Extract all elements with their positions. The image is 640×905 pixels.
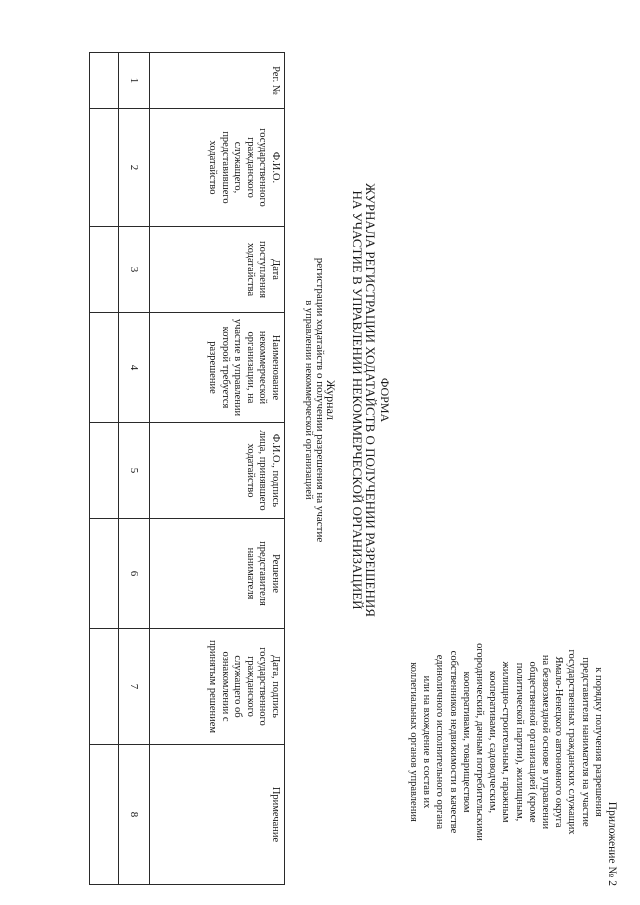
appendix-label: Приложение № 2: [606, 801, 618, 886]
appendix-line: жилищно-строительным, гаражным: [500, 661, 512, 823]
column-header-employee-name: Ф.И.О. государственного гражданского служащего, представившего ходатайство: [150, 109, 285, 227]
column-header-organization-name: Наименование некоммерческой организации, на участие в управлении которой требуется разрешение: [150, 313, 285, 423]
column-number: 7: [119, 629, 150, 745]
document-title-line1: ЖУРНАЛА РЕГИСТРАЦИИ ХОДАТАЙСТВ О ПОЛУЧЕНИИ РАЗРЕШЕНИЯ: [363, 183, 378, 617]
column-header-receipt-date: Дата поступления ходатайства: [150, 227, 285, 313]
table-cell: [90, 227, 119, 313]
column-number: 4: [119, 313, 150, 423]
column-header-receiver-name: Ф.И.О., подпись лица, принявшего ходатайство: [150, 423, 285, 519]
appendix-line: общественной организацией (кроме: [526, 661, 538, 823]
column-number: 8: [119, 745, 150, 885]
appendix-line: к порядку получения разрешения: [592, 667, 604, 817]
column-number-row: [119, 53, 150, 885]
appendix-line: огороднический, дачным потребительскими: [473, 643, 485, 841]
column-header-acknowledgement: Дата, подпись государственного гражданского служащего об ознакомлении с принятым решением: [150, 629, 285, 745]
journal-heading: Журнал: [324, 379, 338, 420]
table-cell: [90, 629, 119, 745]
appendix-line: кооперативами, товариществом: [460, 671, 472, 813]
table-cell: [90, 109, 119, 227]
table-cell: [90, 313, 119, 423]
column-header-reg-number: Рег. №: [150, 53, 285, 109]
column-number: 5: [119, 423, 150, 519]
appendix-line: государственных гражданских служащих: [566, 649, 578, 835]
appendix-block: [407, 592, 618, 892]
journal-subtitle-line1: регистрации ходатайств о получении разрешения на участие: [314, 257, 326, 543]
column-number: 1: [119, 53, 150, 109]
header-row: [150, 53, 285, 885]
journal-subtitle-line2: в управлении некоммерческой организацией: [303, 300, 314, 500]
column-number: 3: [119, 227, 150, 313]
form-heading: ФОРМА: [378, 377, 392, 423]
column-number: 2: [119, 109, 150, 227]
table-row: [90, 53, 119, 885]
appendix-line: кооперативами, садоводческим,: [487, 670, 499, 814]
appendix-line: коллегиальных органов управления: [407, 662, 419, 822]
appendix-line: представителя нанимателя на участие: [579, 657, 591, 827]
appendix-line: собственников недвижимости в качестве: [447, 650, 459, 834]
table-cell: [90, 745, 119, 885]
appendix-line: Ямало-Ненецкого автономного округа: [553, 656, 565, 828]
appendix-line: на безвозмездной основе в управлении: [539, 654, 551, 830]
column-header-employer-decision: Решение представителя нанимателя: [150, 519, 285, 629]
column-number: 6: [119, 519, 150, 629]
appendix-line: единоличного исполнительного органа: [434, 654, 446, 830]
table-cell: [90, 519, 119, 629]
table-cell: [90, 423, 119, 519]
column-header-note: Примечание: [150, 745, 285, 885]
document-title-line2: НА УЧАСТИЕ В УПРАВЛЕНИИ НЕКОММЕРЧЕСКОЙ ОРГАНИЗАЦИЕЙ: [350, 190, 365, 610]
appendix-line: политической партии), жилищным,: [513, 662, 525, 822]
registration-journal-table: [89, 52, 285, 885]
appendix-line: или на вхождение в состав их: [421, 675, 433, 809]
table-cell: [90, 53, 119, 109]
